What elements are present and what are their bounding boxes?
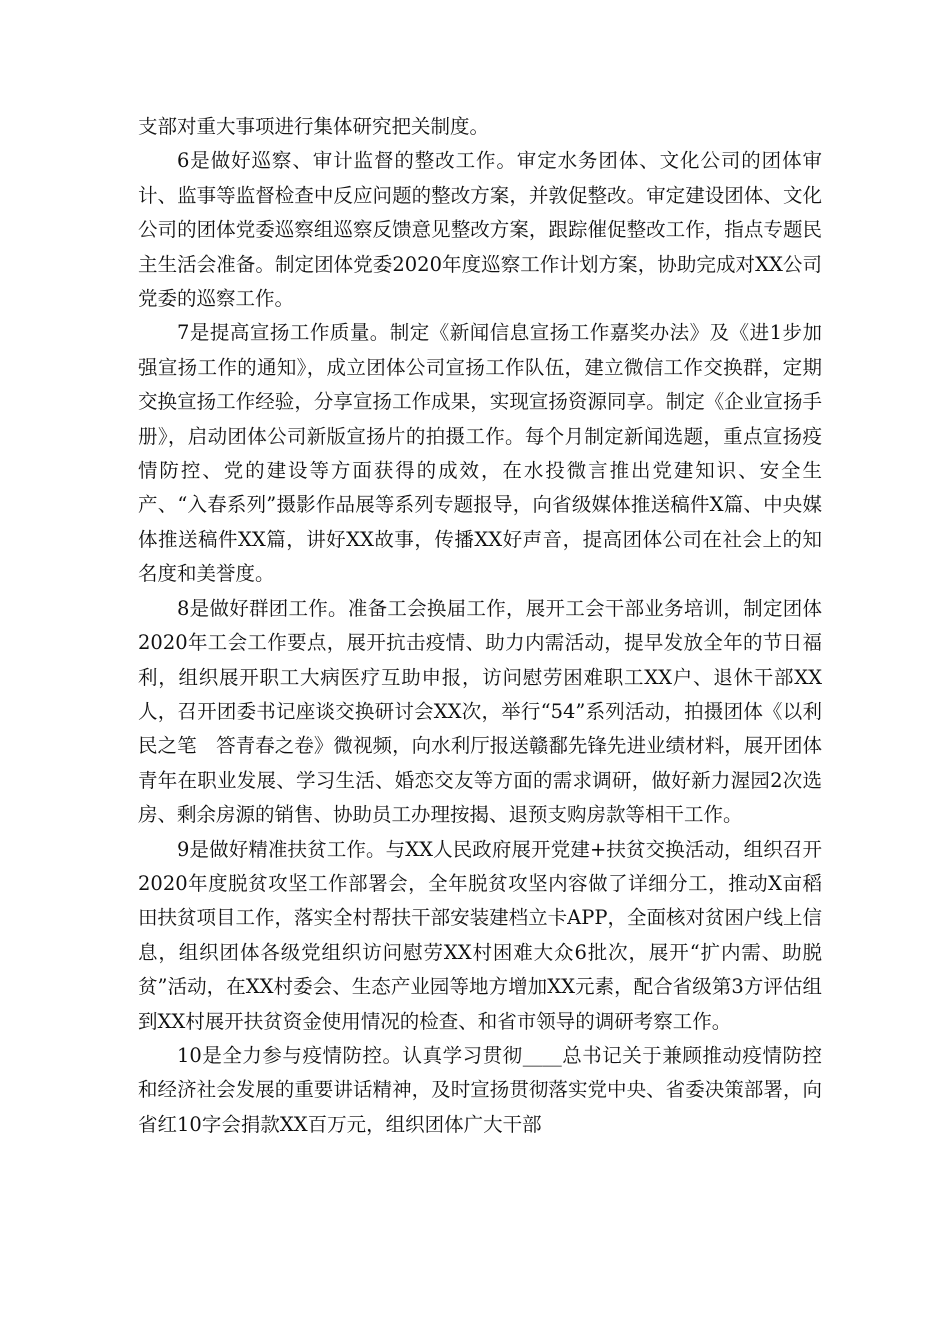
paragraph-4: 8是做好群团工作。准备工会换届工作，展开工会干部业务培训，制定团体2020年工会工作要点，展开抗击疫情、助力内需活动，提早发放全年的节日福利，组织展开职工大病医疗互助申报，访问慰劳困难职工XX户、退休干部XX人，召开团委书记座谈交换研讨会XX次，举行“54”系列活动，拍摄团体《以利民之笔 答青春之卷》微视频，向水利厅报送赣鄱先锋先进业绩材料，展开团体青年在职业发展、学习生活、婚恋交友等方面的需求调研，做好新力渥园2次选房、剩余房源的销售、协助员工办理按揭、退预支购房款等相干工作。 <box>138 596 822 827</box>
document-page <box>138 110 822 1142</box>
paragraph-5: 9是做好精准扶贫工作。与XX人民政府展开党建+扶贫交换活动，组织召开2020年度脱贫攻坚工作部署会，全年脱贫攻坚内容做了详细分工，推动X亩稻田扶贫项目工作，落实全村帮扶干部安装建档立卡APP，全面核对贫困户线上信息，组织团体各级党组织访问慰劳XX村困难大众6批次，展开“扩内需、助脱贫”活动，在XX村委会、生态产业园等地方增加XX元素，配合省级第3方评估组到XX村展开扶贫资金使用情况的检查、和省市领导的调研考察工作。 <box>138 837 822 1033</box>
paragraph-1: 支部对重大事项进行集体研究把关制度。 <box>138 115 490 138</box>
paragraph-2: 6是做好巡察、审计监督的整改工作。审定水务团体、文化公司的团体审计、监事等监督检查中反应问题的整改方案，并敦促整改。审定建设团体、文化公司的团体党委巡察组巡察反馈意见整改方案，跟踪催促整改工作，指点专题民主生活会准备。制定团体党委2020年度巡察工作计划方案，协助完成对XX公司党委的巡察工作。 <box>138 149 822 311</box>
paragraph-6: 10是全力参与疫情防控。认真学习贯彻____总书记关于兼顾推动疫情防控和经济社会发展的重要讲话精神，及时宣扬贯彻落实党中央、省委决策部署，向省红10字会捐款XX百万元，组织团体广大干部 <box>138 1043 822 1136</box>
paragraph-3: 7是提高宣扬工作质量。制定《新闻信息宣扬工作嘉奖办法》及《进1步加强宣扬工作的通知》，成立团体公司宣扬工作队伍，建立微信工作交换群，定期交换宣扬工作经验，分享宣扬工作成果，实现宣扬资源同享。制定《企业宣扬手册》，启动团体公司新版宣扬片的拍摄工作。每个月制定新闻选题，重点宣扬疫情防控、党的建设等方面获得的成效，在水投微言推出党建知识、安全生产、“入春系列”摄影作品展等系列专题报导，向省级媒体推送稿件X篇、中央媒体推送稿件XX篇，讲好XX故事，传播XX好声音，提高团体公司在社会上的知名度和美誉度。 <box>138 321 822 586</box>
